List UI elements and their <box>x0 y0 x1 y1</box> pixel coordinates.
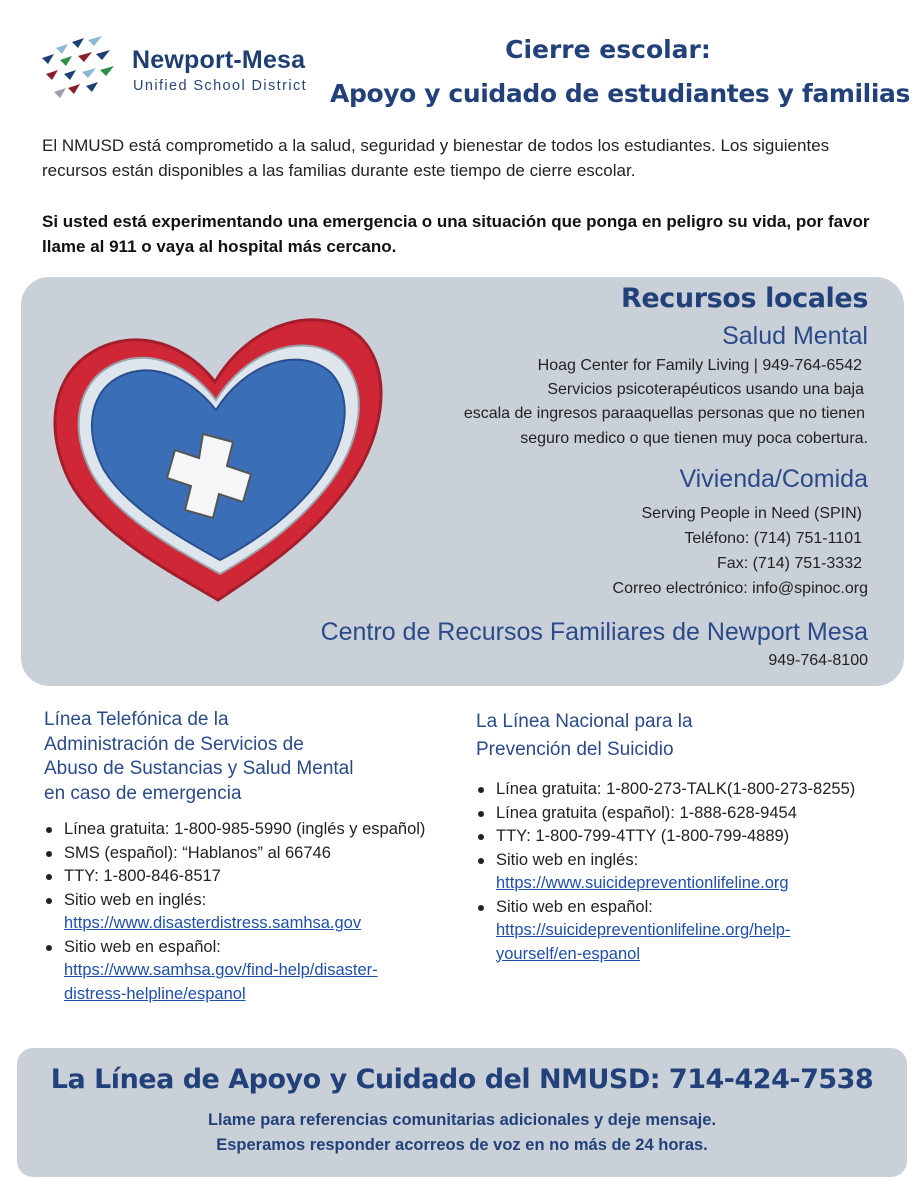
support-line-text: Llame para referencias comunitarias adicionales y deje mensaje. <box>207 1111 717 1129</box>
list-item: Sitio web en inglés: https://www.suicidepreventionlifeline.org <box>476 849 906 896</box>
housing-food-line: Teléfono: (714) 751-1101 <box>684 530 862 547</box>
housing-food-line: Serving People in Need (SPIN) <box>641 505 862 522</box>
list-item: Línea gratuita (español): 1-888-628-9454 <box>476 802 906 826</box>
logo-mark-icon <box>32 34 124 109</box>
local-resources-title: Recursos locales <box>620 283 868 314</box>
samhsa-spanish-link[interactable]: https://www.samhsa.gov/find-help/disaster- <box>64 961 378 979</box>
support-line-text: Esperamos responder acorreos de voz en no más de 24 horas. <box>216 1136 708 1154</box>
heart-cross-icon <box>40 302 395 607</box>
list-item: Sitio web en español: https://www.samhsa.gov/find-help/disaster- distress-helpline/espanol <box>44 936 464 1007</box>
lifeline-spanish-link[interactable]: https://suicidepreventionlifeline.org/help- <box>496 921 791 939</box>
mental-health-line: Servicios psicoterapéuticos usando una baja <box>547 381 864 398</box>
list-item: Línea gratuita: 1-800-985-5990 (inglés y español) <box>44 818 464 842</box>
lifeline-title: La Línea Nacional para la Prevención del Suicidio <box>476 711 693 760</box>
housing-food-title: Vivienda/Comida <box>679 465 868 493</box>
mental-health-line: seguro medico o que tienen muy poca cobertura. <box>520 430 868 447</box>
housing-food-line: Fax: (714) 751-3332 <box>717 555 862 572</box>
samhsa-spanish-link[interactable]: distress-helpline/espanol <box>64 984 246 1003</box>
lifeline-section <box>476 708 906 966</box>
list-item: SMS (español): “Hablanos” al 66746 <box>44 842 464 866</box>
samhsa-title: Línea Telefónica de la Administración de Servicios de Abuso de Sustancias y Salud Mental en caso de emergencia <box>44 709 354 804</box>
mental-health-title: Salud Mental <box>722 322 868 350</box>
page-subtitle: Apoyo y cuidado de estudiantes y familias <box>330 79 910 108</box>
family-center-title: Centro de Recursos Familiares de Newport Mesa <box>320 618 868 646</box>
support-line-title: La Línea de Apoyo y Cuidado del NMUSD: 714-424-7538 <box>50 1064 874 1095</box>
list-item: Sitio web en inglés: https://www.disasterdistress.samhsa.gov <box>44 889 464 936</box>
family-center-phone: 949-764-8100 <box>768 652 868 669</box>
page-title: Cierre escolar: <box>505 35 711 64</box>
housing-food-line: Correo electrónico: info@spinoc.org <box>612 580 868 597</box>
samhsa-english-link[interactable]: https://www.disasterdistress.samhsa.gov <box>64 914 362 932</box>
intro-paragraph: El NMUSD está comprometido a la salud, seguridad y bienestar de todos los estudiantes. Los siguientes recursos están disponibles a las familias durante este tiempo de cierre escolar. <box>42 136 830 180</box>
list-item: TTY: 1-800-846-8517 <box>44 865 464 889</box>
mental-health-line: Hoag Center for Family Living | 949-764-6542 <box>537 357 862 374</box>
mental-health-line: escala de ingresos paraaquellas personas que no tienen <box>463 405 865 422</box>
samhsa-section <box>44 708 464 1006</box>
lifeline-english-link[interactable]: https://www.suicidepreventionlifeline.org <box>496 874 789 892</box>
samhsa-list <box>44 818 464 1006</box>
district-subtitle: Unified School District <box>133 78 308 94</box>
emergency-warning: Si usted está experimentando una emergencia o una situación que ponga en peligro su vida, por favor llame al 911 o vaya al hospital más cercano. <box>42 212 870 256</box>
lifeline-list <box>476 778 906 966</box>
list-item: Sitio web en español: https://suicidepreventionlifeline.org/help- yourself/en-espanol <box>476 896 906 967</box>
list-item: Línea gratuita: 1-800-273-TALK(1-800-273-8255) <box>476 778 906 802</box>
district-name: Newport-Mesa <box>132 46 306 74</box>
district-logo <box>32 34 308 109</box>
lifeline-spanish-link[interactable]: yourself/en-espanol <box>496 944 641 963</box>
list-item: TTY: 1-800-799-4TTY (1-800-799-4889) <box>476 825 906 849</box>
